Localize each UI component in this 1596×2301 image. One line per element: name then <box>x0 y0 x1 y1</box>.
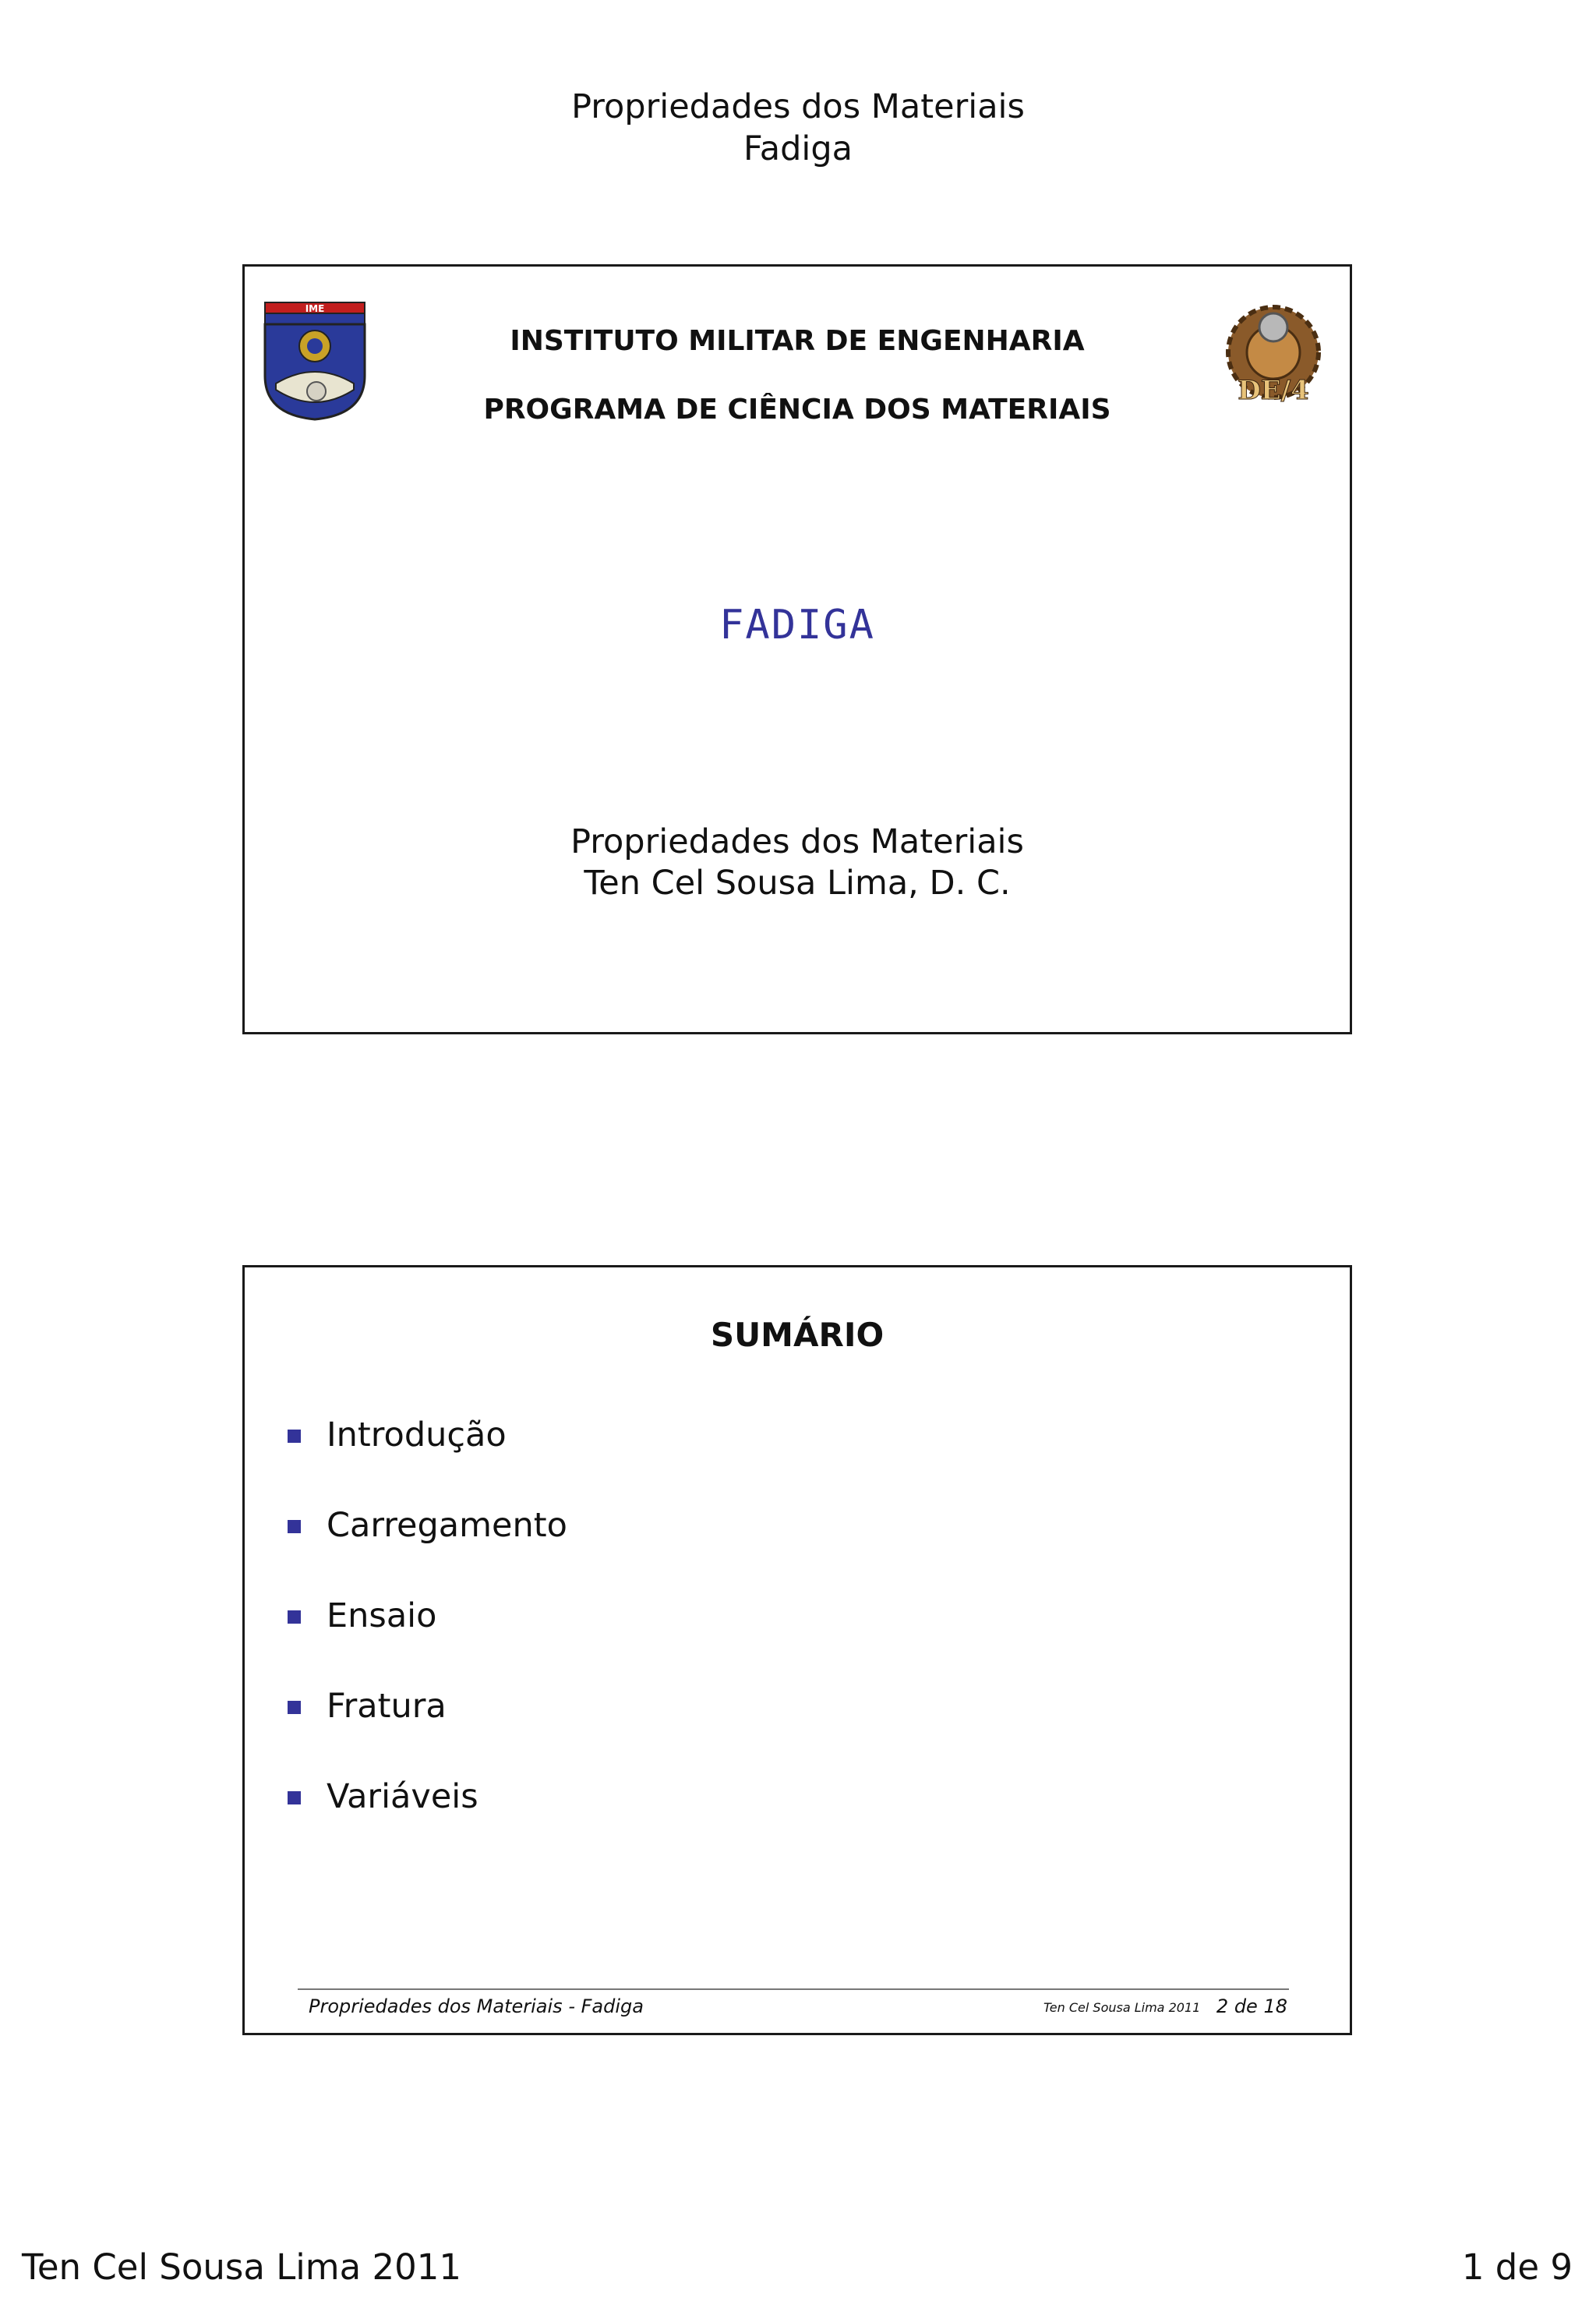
bullet-square-icon <box>288 1791 301 1804</box>
de4-logo-icon <box>1211 290 1336 415</box>
author-name: Ten Cel Sousa Lima, D. C. <box>584 864 1011 903</box>
slide-footer-author: Ten Cel Sousa Lima 2011 <box>1043 2000 1201 2015</box>
slide-footer-page-number: 2 de 18 <box>1216 1995 1287 2017</box>
bullet-square-icon <box>288 1520 301 1533</box>
slide-footer-course: Propriedades dos Materiais - Fadiga <box>309 1995 644 2017</box>
slide-summary <box>242 1265 1352 2035</box>
list-item: Fratura <box>288 1687 567 1777</box>
summary-title: SUMÁRIO <box>710 1316 885 1354</box>
page-header <box>0 86 1596 170</box>
page-number: 1 de 9 <box>1461 2246 1573 2288</box>
summary-list <box>288 1416 567 1868</box>
page-footer-author: Ten Cel Sousa Lima 2011 <box>22 2246 462 2288</box>
slide-subtitle <box>245 822 1350 904</box>
list-item: Variáveis <box>288 1777 567 1868</box>
header-subtitle: Fadiga <box>743 129 853 168</box>
header-title: Propriedades dos Materiais <box>571 87 1025 126</box>
list-item: Introdução <box>288 1416 567 1506</box>
de4-label: DE/4 <box>1238 375 1309 406</box>
list-item: Carregamento <box>288 1506 567 1596</box>
institution-name: INSTITUTO MILITAR DE ENGENHARIA <box>510 325 1085 357</box>
program-name: PROGRAMA DE CIÊNCIA DOS MATERIAIS <box>483 394 1111 426</box>
slide-main-title: FADIGA <box>719 602 875 649</box>
list-item: Ensaio <box>288 1596 567 1687</box>
slide-title <box>242 264 1352 1034</box>
course-name: Propriedades dos Materiais <box>570 822 1024 861</box>
bullet-square-icon <box>288 1430 301 1443</box>
footer-divider <box>298 1988 1289 1990</box>
bullet-square-icon <box>288 1610 301 1624</box>
crest-label: IME <box>305 303 325 314</box>
bullet-square-icon <box>288 1701 301 1714</box>
